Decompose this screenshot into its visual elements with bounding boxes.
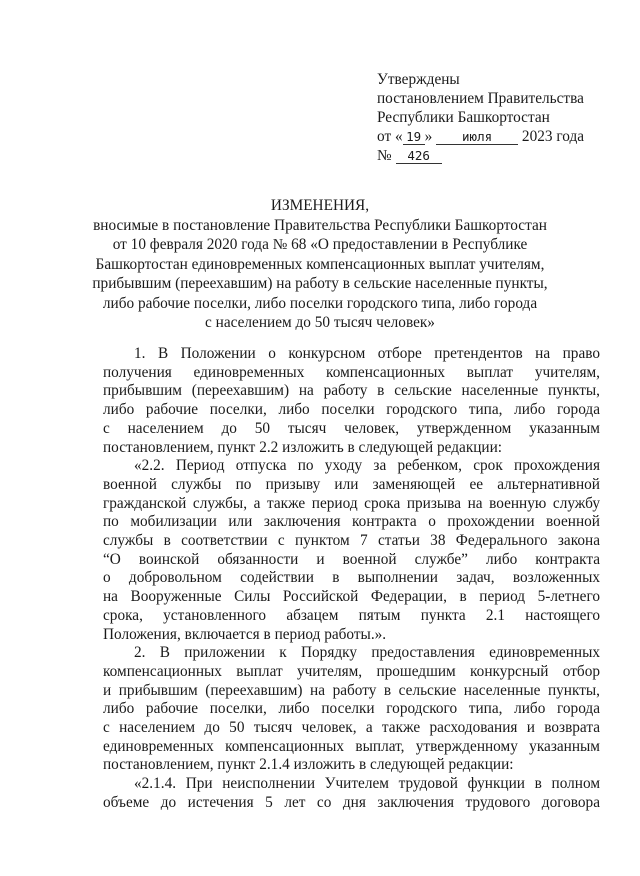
text-line: “О воинской обязанности и военной службе” либо контракта	[103, 550, 600, 568]
text-line: «2.1.4. При неисполнении Учителем трудовой функции в полном	[134, 775, 600, 793]
approval-line-2: постановлением Правительства	[377, 90, 584, 107]
document-title	[40, 196, 600, 333]
number-prefix: №	[377, 147, 392, 164]
title-line: либо рабочие поселки, либо поселки городского типа, либо города	[102, 294, 538, 312]
text-line: по мобилизации или заключения контракта о прохождении военной	[103, 513, 600, 531]
paragraph-2	[103, 457, 600, 644]
text-line: либо рабочие поселки, либо поселки городского типа, либо города	[103, 401, 600, 419]
text-line: с населением до 50 тысяч человек, а также расходования и возврата	[103, 719, 600, 737]
title-line: вносимые в постановление Правительства Республики Башкортостан	[93, 216, 547, 234]
approval-number	[377, 146, 584, 165]
approval-date	[377, 127, 584, 146]
approval-line-3: Республики Башкортостан	[377, 109, 550, 126]
text-line: прибывшим (переехавшим) на работу в сельские населенные пункты,	[103, 382, 600, 400]
paragraph-4	[103, 775, 600, 812]
text-line: объеме до истечения 5 лет со дня заключения трудового договора	[103, 793, 600, 811]
text-line: Положения, включается в период работы.».	[103, 625, 387, 643]
date-month-handwritten: июля	[436, 129, 518, 145]
paragraph-3	[103, 644, 600, 775]
text-line: военной службы по призыву или заменяющей ее альтернативной	[103, 475, 600, 493]
date-day-handwritten: 19	[403, 129, 425, 145]
text-line: единовременных компенсационных выплат, утвержденному указанным	[103, 737, 600, 755]
text-line: о добровольном содействии в выполнении задач, возложенных	[103, 569, 600, 587]
text-line: службы в соответствии с пунктом 7 статьи 38 Федерального закона	[103, 532, 600, 550]
text-line: постановлением, пункт 2.1.4 изложить в следующей редакции:	[103, 756, 514, 774]
text-line: постановлением, пункт 2.2 изложить в следующей редакции:	[103, 438, 503, 456]
text-line: и прибывшим (переехавшим) на работу в сельские населенные пункты,	[103, 681, 600, 699]
text-line: либо рабочие поселки, либо поселки городского типа, либо города	[103, 700, 600, 718]
text-line: 2. В приложении к Порядку предоставления единовременных	[134, 644, 600, 662]
approval-block	[377, 70, 584, 165]
text-line: компенсационных выплат учителям, прошедшим конкурсный отбор	[103, 662, 600, 680]
title-line: с населением до 50 тысяч человек»	[205, 314, 435, 331]
text-line: гражданской службы, а также период срока призыва на военную службу	[103, 494, 600, 512]
text-line: 1. В Положении о конкурсном отборе претендентов на право	[134, 345, 600, 362]
paragraph-1	[103, 345, 600, 457]
title-heading: ИЗМЕНЕНИЯ,	[270, 197, 370, 214]
date-prefix: от «	[377, 128, 403, 145]
title-line: прибывшим (переехавшим) на работу в сельские населенные пункты,	[92, 275, 548, 292]
title-line: от 10 февраля 2020 года № 68 «О предоставлении в Республике	[112, 236, 528, 253]
date-year: 2023 года	[521, 128, 585, 145]
number-value-handwritten: 426	[396, 148, 442, 164]
text-line: «2.2. Период отпуска по уходу за ребенком, срок прохождения	[134, 457, 600, 475]
document-body	[103, 345, 600, 813]
text-line: срока, установленного абзацем пятым пункта 2.1 настоящего	[103, 606, 600, 624]
text-line: на Вооруженные Силы Российской Федерации, в период 5-летнего	[103, 588, 600, 606]
text-line: получения единовременных компенсационных выплат учителям,	[103, 363, 600, 381]
title-line: Башкортостан единовременных компенсационных выплат учителям,	[95, 255, 545, 273]
text-line: с населением до 50 тысяч человек, утвержденном указанным	[103, 419, 600, 437]
date-mid: »	[424, 128, 433, 145]
approval-line-1: Утверждены	[377, 71, 460, 88]
